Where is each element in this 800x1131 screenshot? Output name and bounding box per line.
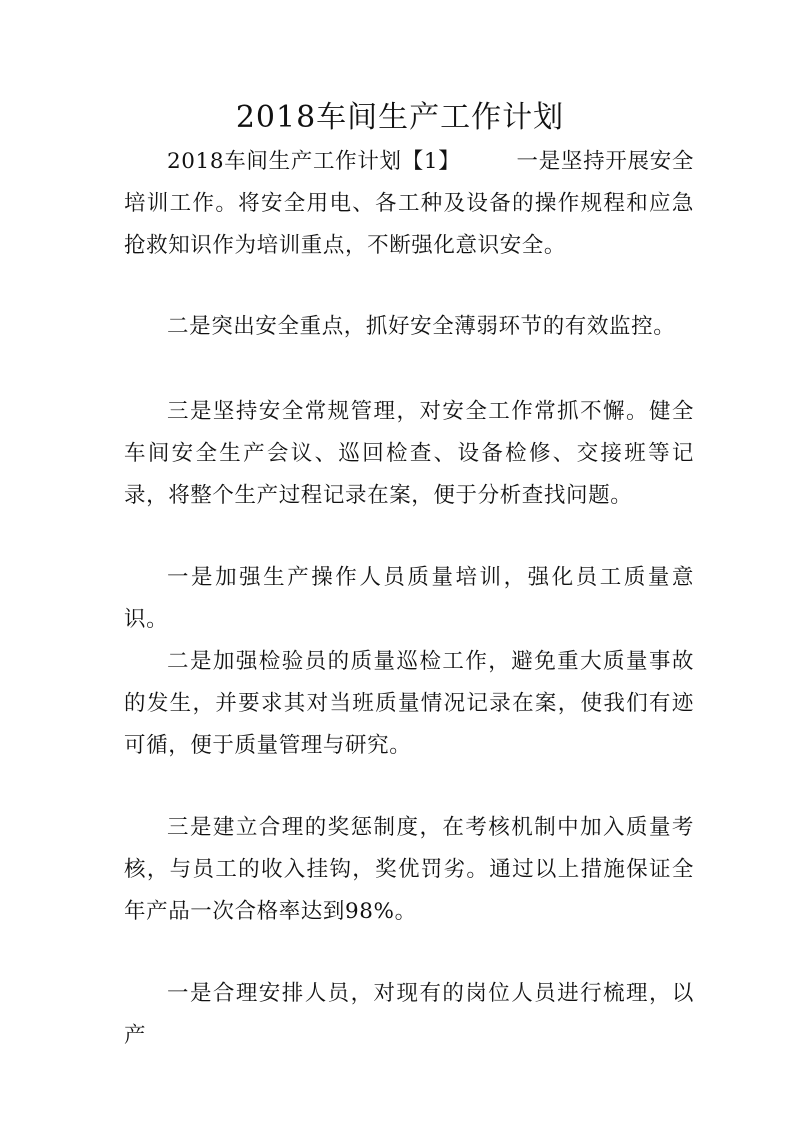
paragraph-2: 二是突出安全重点，抓好安全薄弱环节的有效监控。 [167, 314, 676, 339]
paragraph-5: 二是加强检验员的质量巡检工作，避免重大质量事故的发生，并要求其对当班质量情况记录在案，使我们有迹可循，便于质量管理与研究。 [124, 649, 694, 758]
paragraph-1 [124, 141, 694, 267]
intro-heading: 2018车间生产工作计划【1】 [167, 149, 461, 174]
paragraph-3: 三是坚持安全常规管理，对安全工作常抓不懈。健全车间安全生产会议、巡回检查、设备检修、交接班等记录，将整个生产过程记录在案，便于分析查找问题。 [124, 399, 694, 508]
document-title: 2018车间生产工作计划 [235, 100, 565, 135]
paragraph-text: 一是坚持开展安全培训工作。将安全用电、各工种及设备的操作规程和应急抢救知识作为培训重点，不断强化意识安全。 [124, 149, 694, 258]
paragraph-7: 一是合理安排人员，对现有的岗位人员进行梳理，以产 [124, 981, 694, 1048]
paragraph-4: 一是加强生产操作人员质量培训，强化员工质量意识。 [124, 565, 694, 632]
paragraph-6: 三是建立合理的奖惩制度，在考核机制中加入质量考核，与员工的收入挂钩，奖优罚劣。通过以上措施保证全年产品一次合格率达到98%。 [124, 815, 694, 924]
